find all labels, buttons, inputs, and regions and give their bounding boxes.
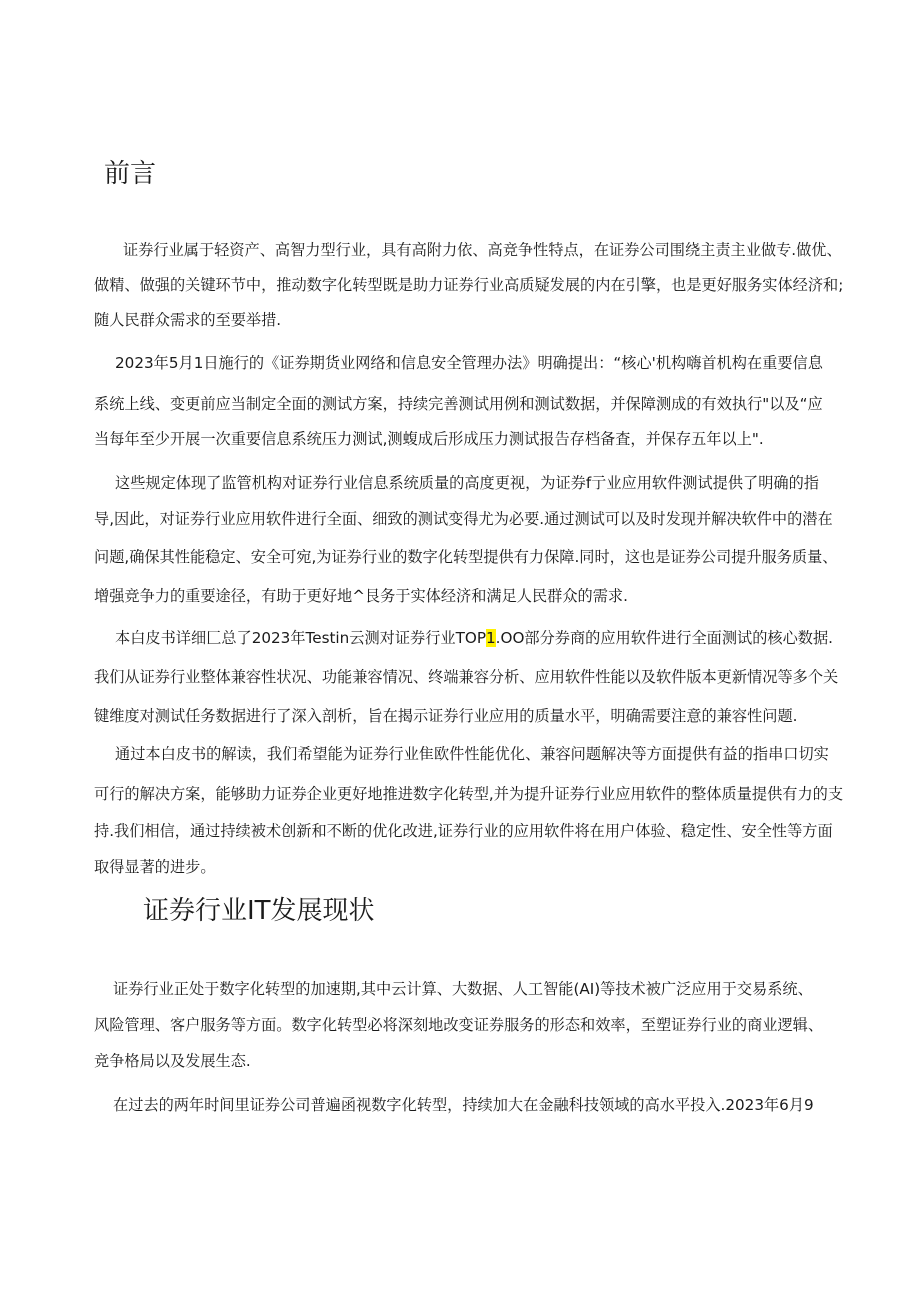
paragraph-line: 增强竞争力的重要途径，有助于更好地^艮务于实体经济和满足人民群众的需求.	[94, 587, 628, 605]
paragraph-line: 导,因此，对证券行业应用软件进行全面、细致的测试变得尤为必要.通过测试可以及时发现并解决软件中的潜在	[94, 510, 833, 528]
paragraph-line: 竞争格局以及发展生态.	[94, 1052, 251, 1070]
paragraph-line: 可行的解决方案，能够助力证券企业更好地推进数字化转型,并为提升证券行业应用软件的整体质量提供有力的支	[94, 785, 844, 803]
paragraph-line: 风险管理、客户服务等方面。数字化转型必将深刻地改变证券服务的形态和效率，至塑证券行业的商业逻辑、	[94, 1016, 823, 1034]
section-heading-it-development: 证券行业IT发展现状	[143, 896, 375, 926]
paragraph-line: 键维度对测试任务数据进行了深入剖析，旨在揭示证券行业应用的质量水平，明确需要注意的兼容性问题.	[94, 707, 798, 725]
text-highlight: 1	[485, 629, 496, 647]
paragraph-line: 通过本白皮书的解读，我们希望能为证券行业隹欧件性能优化、兼容问题解决等方面提供有益的指串口切实	[115, 745, 829, 763]
paragraph-line: 这些规定体现了监管机构对证券行业信息系统质量的高度更视，为证券f亍业应用软件测试提供了明确的指	[115, 474, 819, 492]
paragraph-line: 做精、做强的关键环节中，推动数字化转型既是助力证券行业高质疑发展的内在引擎，也是更好服务实体经济和;	[94, 276, 844, 294]
paragraph-line: 系统上线、变更前应当制定全面的测试方案，持续完善测试用例和测试数据，并保障测成的有效执行"以及“应	[94, 395, 823, 413]
paragraph-line: 我们从证券行业整体兼容性状况、功能兼容情况、终端兼容分析、应用软件性能以及软件版本更新情况等多个关	[94, 668, 839, 686]
paragraph-line: 随人民群众需求的至要举措.	[94, 311, 282, 329]
paragraph-line: 当每年至少开展一次重要信息系统压力测试,测蝮成后形成压力测试报告存档备査，并保存五年以上".	[94, 430, 764, 448]
paragraph-line: 证券行业属于轻资产、高智力型行业，具有高附力依、高竞争性特点，在证券公司围绕主责主业做专.做优、	[123, 241, 842, 259]
paragraph-line: 问题,确保其性能稳定、安全可宛,为证券行业的数字化转型提供有力保障.同时，这也是证券公司提升服务质量、	[94, 548, 838, 566]
paragraph-line: 取得显著的进步。	[94, 858, 216, 876]
paragraph-line: 证券行业正处于数字化转型的加速期,其中云计算、大数据、人工智能(AI)等技术被广泛应用于交易系统、	[113, 980, 813, 998]
paragraph-line: 在过去的两年时间里证券公司普遍函视数字化转型，持续加大在金融科技领域的高水平投入.2023年6月9	[113, 1096, 814, 1114]
paragraph-line: 持.我们相信，通过持续被术创新和不断的优化改进,证券行业的应用软件将在用户体验、稳定性、安全性等方面	[94, 822, 833, 840]
paragraph-line-highlighted: 本白皮书详细匚总了2023年Testin云测对证券行业TOP1.OO部分券商的应用软件进行全面测试的核心数据.	[115, 629, 833, 647]
paragraph-line: 2023年5月1日施行的《证券期货业网络和信息安全管理办法》明确提出：“核心'机构嗨首机构在重要信息	[115, 354, 823, 372]
section-heading-preface: 前言	[104, 159, 157, 189]
